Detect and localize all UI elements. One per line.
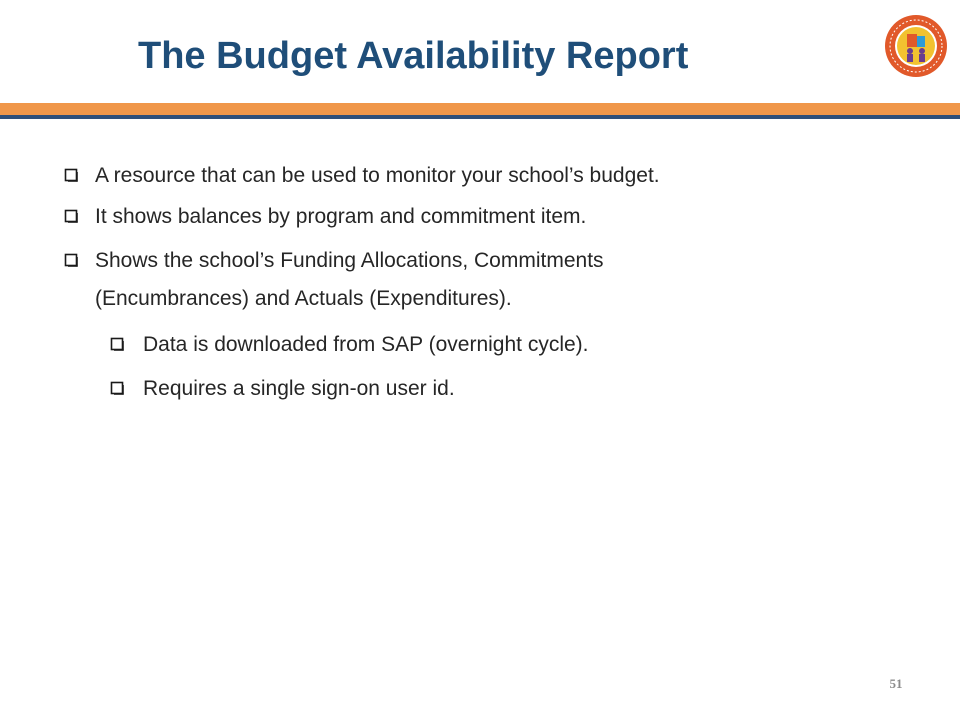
- slide-title: The Budget Availability Report: [138, 35, 689, 77]
- bullet-text: Data is downloaded from SAP (overnight cycle).: [143, 333, 589, 356]
- page-number: 51: [889, 676, 903, 691]
- bullet-text: It shows balances by program and commitment item.: [95, 205, 587, 228]
- checkbox-outline-icon: [64, 209, 78, 223]
- bullet-text: Requires a single sign-on user id.: [143, 377, 455, 400]
- checkbox-outline-icon: [64, 168, 78, 182]
- bullet-text: A resource that can be used to monitor your school’s budget.: [95, 164, 660, 187]
- accent-bar: [0, 103, 960, 115]
- bullet-text: Shows the school’s Funding Allocations, Commitments: [95, 249, 604, 272]
- checkbox-outline-icon: [64, 253, 78, 267]
- bullet-text-continued: (Encumbrances) and Actuals (Expenditures).: [95, 287, 512, 310]
- school-district-seal-icon: [884, 14, 948, 78]
- checkbox-outline-icon: [110, 381, 124, 395]
- checkbox-outline-icon: [110, 337, 124, 351]
- title-rule: [0, 115, 960, 119]
